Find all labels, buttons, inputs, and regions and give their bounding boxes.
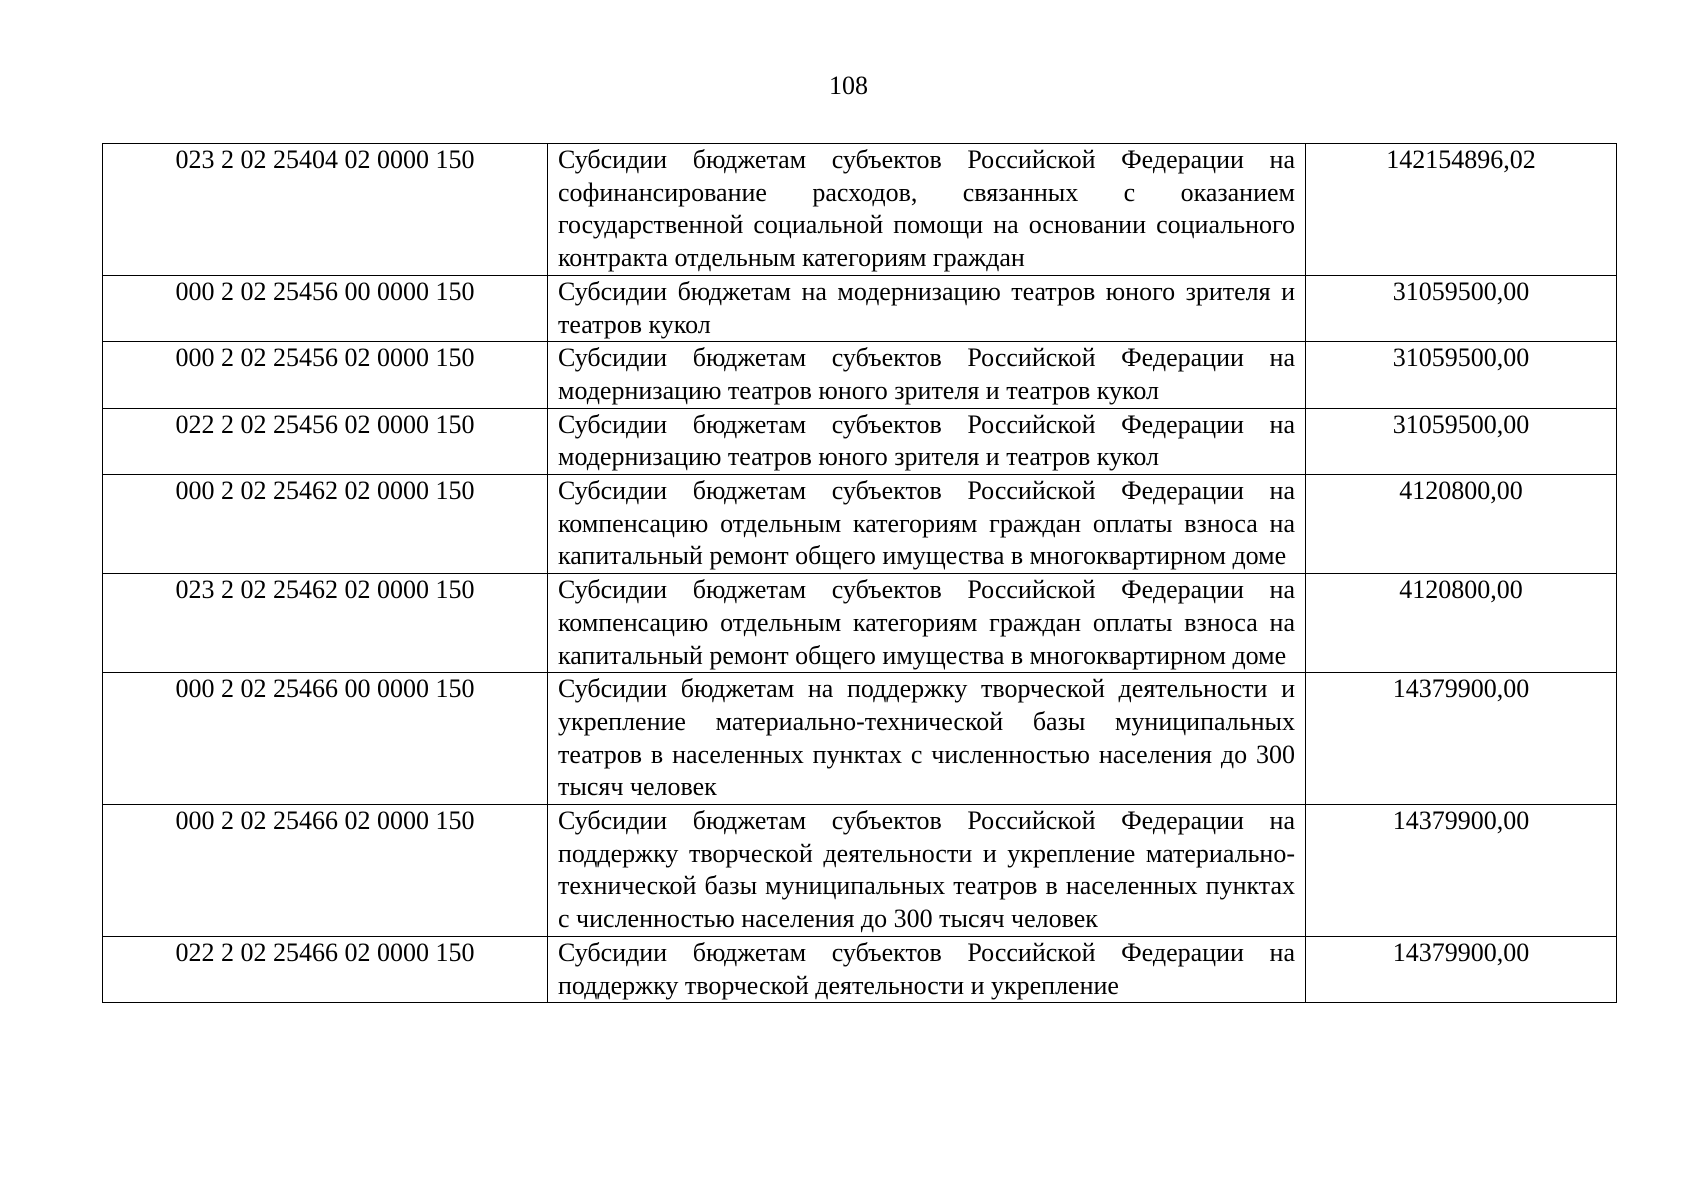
amount-cell: 4120800,00 — [1306, 574, 1617, 673]
table-body — [103, 144, 1617, 1003]
budget-code-cell: 000 2 02 25456 02 0000 150 — [103, 342, 548, 408]
budget-code-cell: 023 2 02 25404 02 0000 150 — [103, 144, 548, 276]
amount-cell: 14379900,00 — [1306, 673, 1617, 805]
budget-code-cell: 023 2 02 25462 02 0000 150 — [103, 574, 548, 673]
description-cell: Субсидии бюджетам субъектов Российской Федерации на софинансирование расходов, связанных с оказанием государственной социальной помощи на основании социального контракта отдельным категориям граждан — [548, 144, 1306, 276]
table-row — [103, 574, 1617, 673]
table-row — [103, 475, 1617, 574]
description-cell: Субсидии бюджетам субъектов Российской Федерации на компенсацию отдельным категориям граждан оплаты взноса на капитальный ремонт общего имущества в многоквартирном доме — [548, 574, 1306, 673]
page-number: 108 — [829, 71, 868, 100]
table-row — [103, 805, 1617, 937]
amount-cell: 14379900,00 — [1306, 805, 1617, 937]
table-row — [103, 673, 1617, 805]
budget-code-cell: 000 2 02 25456 00 0000 150 — [103, 275, 548, 341]
table-row — [103, 144, 1617, 276]
budget-code-cell: 022 2 02 25466 02 0000 150 — [103, 936, 548, 1002]
amount-cell: 31059500,00 — [1306, 342, 1617, 408]
amount-cell: 31059500,00 — [1306, 408, 1617, 474]
description-cell: Субсидии бюджетам субъектов Российской Федерации на модернизацию театров юного зрителя и театров кукол — [548, 408, 1306, 474]
description-cell: Субсидии бюджетам субъектов Российской Федерации на поддержку творческой деятельности и укрепление — [548, 936, 1306, 1002]
amount-cell: 14379900,00 — [1306, 936, 1617, 1002]
description-cell: Субсидии бюджетам субъектов Российской Федерации на поддержку творческой деятельности и укрепление материально-технической базы муниципальных театров в населенных пунктах с численностью населения до 300 тысяч человек — [548, 805, 1306, 937]
description-cell: Субсидии бюджетам на поддержку творческой деятельности и укрепление материально-технической базы муниципальных театров в населенных пунктах с численностью населения до 300 тысяч человек — [548, 673, 1306, 805]
budget-code-cell: 000 2 02 25466 00 0000 150 — [103, 673, 548, 805]
description-cell: Субсидии бюджетам субъектов Российской Федерации на компенсацию отдельным категориям граждан оплаты взноса на капитальный ремонт общего имущества в многоквартирном доме — [548, 475, 1306, 574]
description-cell: Субсидии бюджетам субъектов Российской Федерации на модернизацию театров юного зрителя и театров кукол — [548, 342, 1306, 408]
description-cell: Субсидии бюджетам на модернизацию театров юного зрителя и театров кукол — [548, 275, 1306, 341]
amount-cell: 142154896,02 — [1306, 144, 1617, 276]
amount-cell: 4120800,00 — [1306, 475, 1617, 574]
budget-code-cell: 000 2 02 25462 02 0000 150 — [103, 475, 548, 574]
budget-code-cell: 022 2 02 25456 02 0000 150 — [103, 408, 548, 474]
table-row — [103, 342, 1617, 408]
table-row — [103, 408, 1617, 474]
amount-cell: 31059500,00 — [1306, 275, 1617, 341]
budget-table — [102, 143, 1617, 1003]
table-row — [103, 275, 1617, 341]
budget-code-cell: 000 2 02 25466 02 0000 150 — [103, 805, 548, 937]
table-row — [103, 936, 1617, 1002]
